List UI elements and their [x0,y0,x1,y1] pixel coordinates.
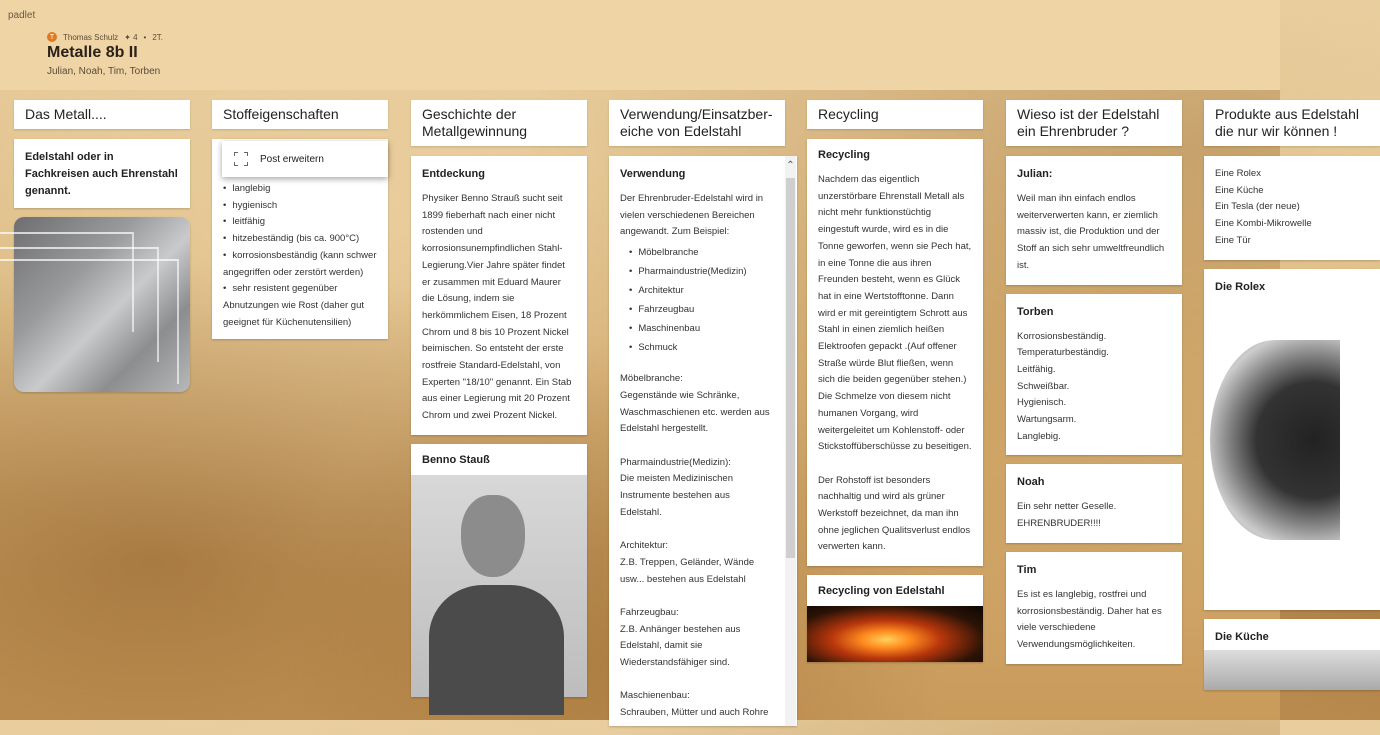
list-item: • Möbelbranche [629,243,774,262]
column-verwendung [609,100,797,735]
author-name[interactable]: Thomas Schulz [63,32,119,42]
portrait-image [411,475,587,697]
post-card[interactable] [807,575,983,662]
padlet-logo[interactable]: padlet [8,10,36,21]
board-title: Metalle 8b II [47,44,138,61]
property-list [212,181,388,331]
post-card[interactable] [1006,552,1182,664]
post-title: Die Rolex [1215,280,1266,293]
column-header[interactable]: Geschichte der Metallgewinnung [411,100,587,146]
list-item: • Architektur [629,281,774,300]
rolex-image [1204,300,1380,610]
post-title: Tim [1017,563,1037,576]
list-item: • hitzebeständig (bis ca. 900°C) [223,231,377,248]
post-body: Es ist es langlebig, rostfrei und korrosionsbeständig. Daher hat es viele verschiedene Verwendungsmöglichkeiten. [1017,588,1162,650]
post-card[interactable] [14,139,190,208]
post-title: Edelstahl oder in Fachkreisen auch Ehrenstahl genannt. [25,151,178,197]
post-title: Torben [1017,305,1054,318]
list-item: • hygienisch [223,198,377,215]
post-card[interactable] [1204,269,1380,610]
post-card[interactable] [411,156,587,435]
column-header[interactable]: Verwendung/Einsatzber-eiche von Edelstahl [609,100,785,146]
stars-count: ✦ 4 [124,32,138,42]
steel-sheet-image[interactable] [14,217,190,392]
board-meta [47,32,163,42]
molten-steel-image [807,606,983,662]
post-body: Korrosionsbeständig. Temperaturbeständig. Leitfähig. Schweißbar. Hygienisch. Wartungsarm. Langlebig. [1017,330,1109,442]
column-produkte [1204,100,1359,699]
post-card[interactable] [807,139,983,566]
tooltip-label: Post erweitern [260,153,324,165]
post-title: Recycling von Edelstahl [818,585,945,598]
column-header[interactable]: Das Metall.... [14,100,190,129]
post-card[interactable] [1006,294,1182,456]
post-body: Ein sehr netter Geselle. EHRENBRUDER!!!! [1017,501,1117,530]
post-title: Julian: [1017,168,1053,180]
post-card[interactable] [1006,156,1182,285]
post-title: Noah [1017,476,1045,489]
post-title: Verwendung [620,168,686,180]
meta-separator: • [143,32,147,42]
list-item: • sehr resistent gegenüber Abnutzungen wie Rost (daher gut geeignet für Küchenutensilien) [223,281,377,331]
post-title: Recycling [818,149,870,161]
column-header[interactable]: Recycling [807,100,983,129]
post-card[interactable] [609,156,797,726]
post-body: Weil man ihn einfach endlos weiterverwerten kann, er ziemlich massiv ist, die Produktion und der Stoff an sich sehr umweltfreundlich ist. [1017,193,1165,271]
column-header[interactable]: Produkte aus Edelstahl die nur wir können ! [1204,100,1380,146]
list-item: • Fahrzeugbau [629,300,774,319]
kitchen-image [1204,650,1380,690]
post-body: Eine Rolex Eine Küche Ein Tesla (der neue) Eine Kombi-Mikrowelle Eine Tür [1215,168,1312,246]
column-header[interactable]: Wieso ist der Edelstahl ein Ehrenbruder ? [1006,100,1182,146]
post-title: Entdeckung [422,168,485,180]
list-item: • korrosionsbeständig (kann schwer angegriffen oder zerstört werden) [223,248,377,281]
column-stoffeigenschaften [212,100,388,348]
column-header[interactable]: Stoffeigenschaften [212,100,388,129]
post-card[interactable] [1204,619,1380,690]
list-item: • Pharmaindustrie(Medizin) [629,262,774,281]
post-body: Nachdem das eigentlich unzerstörbare Ehrenstall Metall als nicht mehr funktionstüchtig eingestuft wurde, wird es in die Tonne geworfen, wenn sie Pech hat, in eine Tonne die aus ihren Freunden besteht, wenn es Glück hat in eine Wertstofftonne. Dann wird er mit gereintigtem Schrott aus Stahl in einen ziemlich heißen Elektroofen gepackt .(Auf offener Straße würde Blut fließen, wenn sich die beiden gegenüber stehen.) Die Schmelze von diesem nicht humanen Vorgang, wird weitergeleitet um Kohlenstoff- oder Stickstoffüberschüsse zu beseitigen. Der Rohstoff ist besonders nachhaltig und wird als grüner Werkstoff bezeichnet, da man ihn ohne jeglichen Qualitsverlust endlos verwerten kann. [818,174,972,553]
post-title: Die Küche [1215,630,1269,643]
post-card[interactable] [1006,464,1182,542]
board-subtitle: Julian, Noah, Tim, Torben [47,66,161,77]
column-ehrenbruder [1006,100,1182,673]
column-das-metall [14,100,190,392]
author-avatar[interactable]: T [47,32,57,42]
scrollbar-thumb[interactable] [786,178,795,558]
column-geschichte [411,100,587,706]
list-item: • Maschinenbau [629,319,774,338]
column-recycling [807,100,983,671]
post-intro: Der Ehrenbruder-Edelstahl wird in vielen verschiedenen Bereichen angewandt. Zum Beispiel: [620,193,764,238]
list-item: • Schmuck [629,338,774,357]
post-body: Physiker Benno Strauß sucht seit 1899 fieberhaft nach einer nicht rostenden und korrosionsunempfindlichen Stahl-Legierung.Vier Jahre später findet er zusammen mit Eduard Maurer die Lösung, indem sie herkömmlichem Eisen, 18 Prozent Chrom und 8 bis 10 Prozent Nickel beimischen. So entsteht der erste rostfreie Standard-Edelstahl, von Experten "18/10" genannt. Ein Stab aus einer Legierung mit 20 Prozent Chrom und zwei Prozent Nickel. [422,193,572,422]
post-card[interactable] [411,444,587,697]
expand-icon [234,152,248,166]
post-title: Benno Stauß [422,453,490,466]
list-item: • langlebig [223,181,377,198]
scroll-up-icon[interactable]: ⌃ [786,160,795,171]
usage-list [609,243,785,357]
expand-post-tooltip[interactable] [222,141,388,177]
list-item: • leitfähig [223,214,377,231]
post-body: Möbelbranche: Gegenstände wie Schränke, Waschmaschienen etc. werden aus Edelstahl hergestellt. Pharmaindustrie(Medizin): Die meisten Medizinischen Instrumente bestehen aus Edelstahl. Architektur: Z.B. Treppen, Geländer, Wände usw... bestehen aus Edelstahl Fahrzeugbau: Z.B. Anhänger bestehen aus Edelstahl, damit sie Wiederstandsfähiger sind. Maschienenbau: Schrauben, Mütter und auch Rohre [620,373,770,719]
board-header [0,0,1280,90]
post-card[interactable] [1204,156,1380,260]
board-age: 2T. [152,32,163,42]
